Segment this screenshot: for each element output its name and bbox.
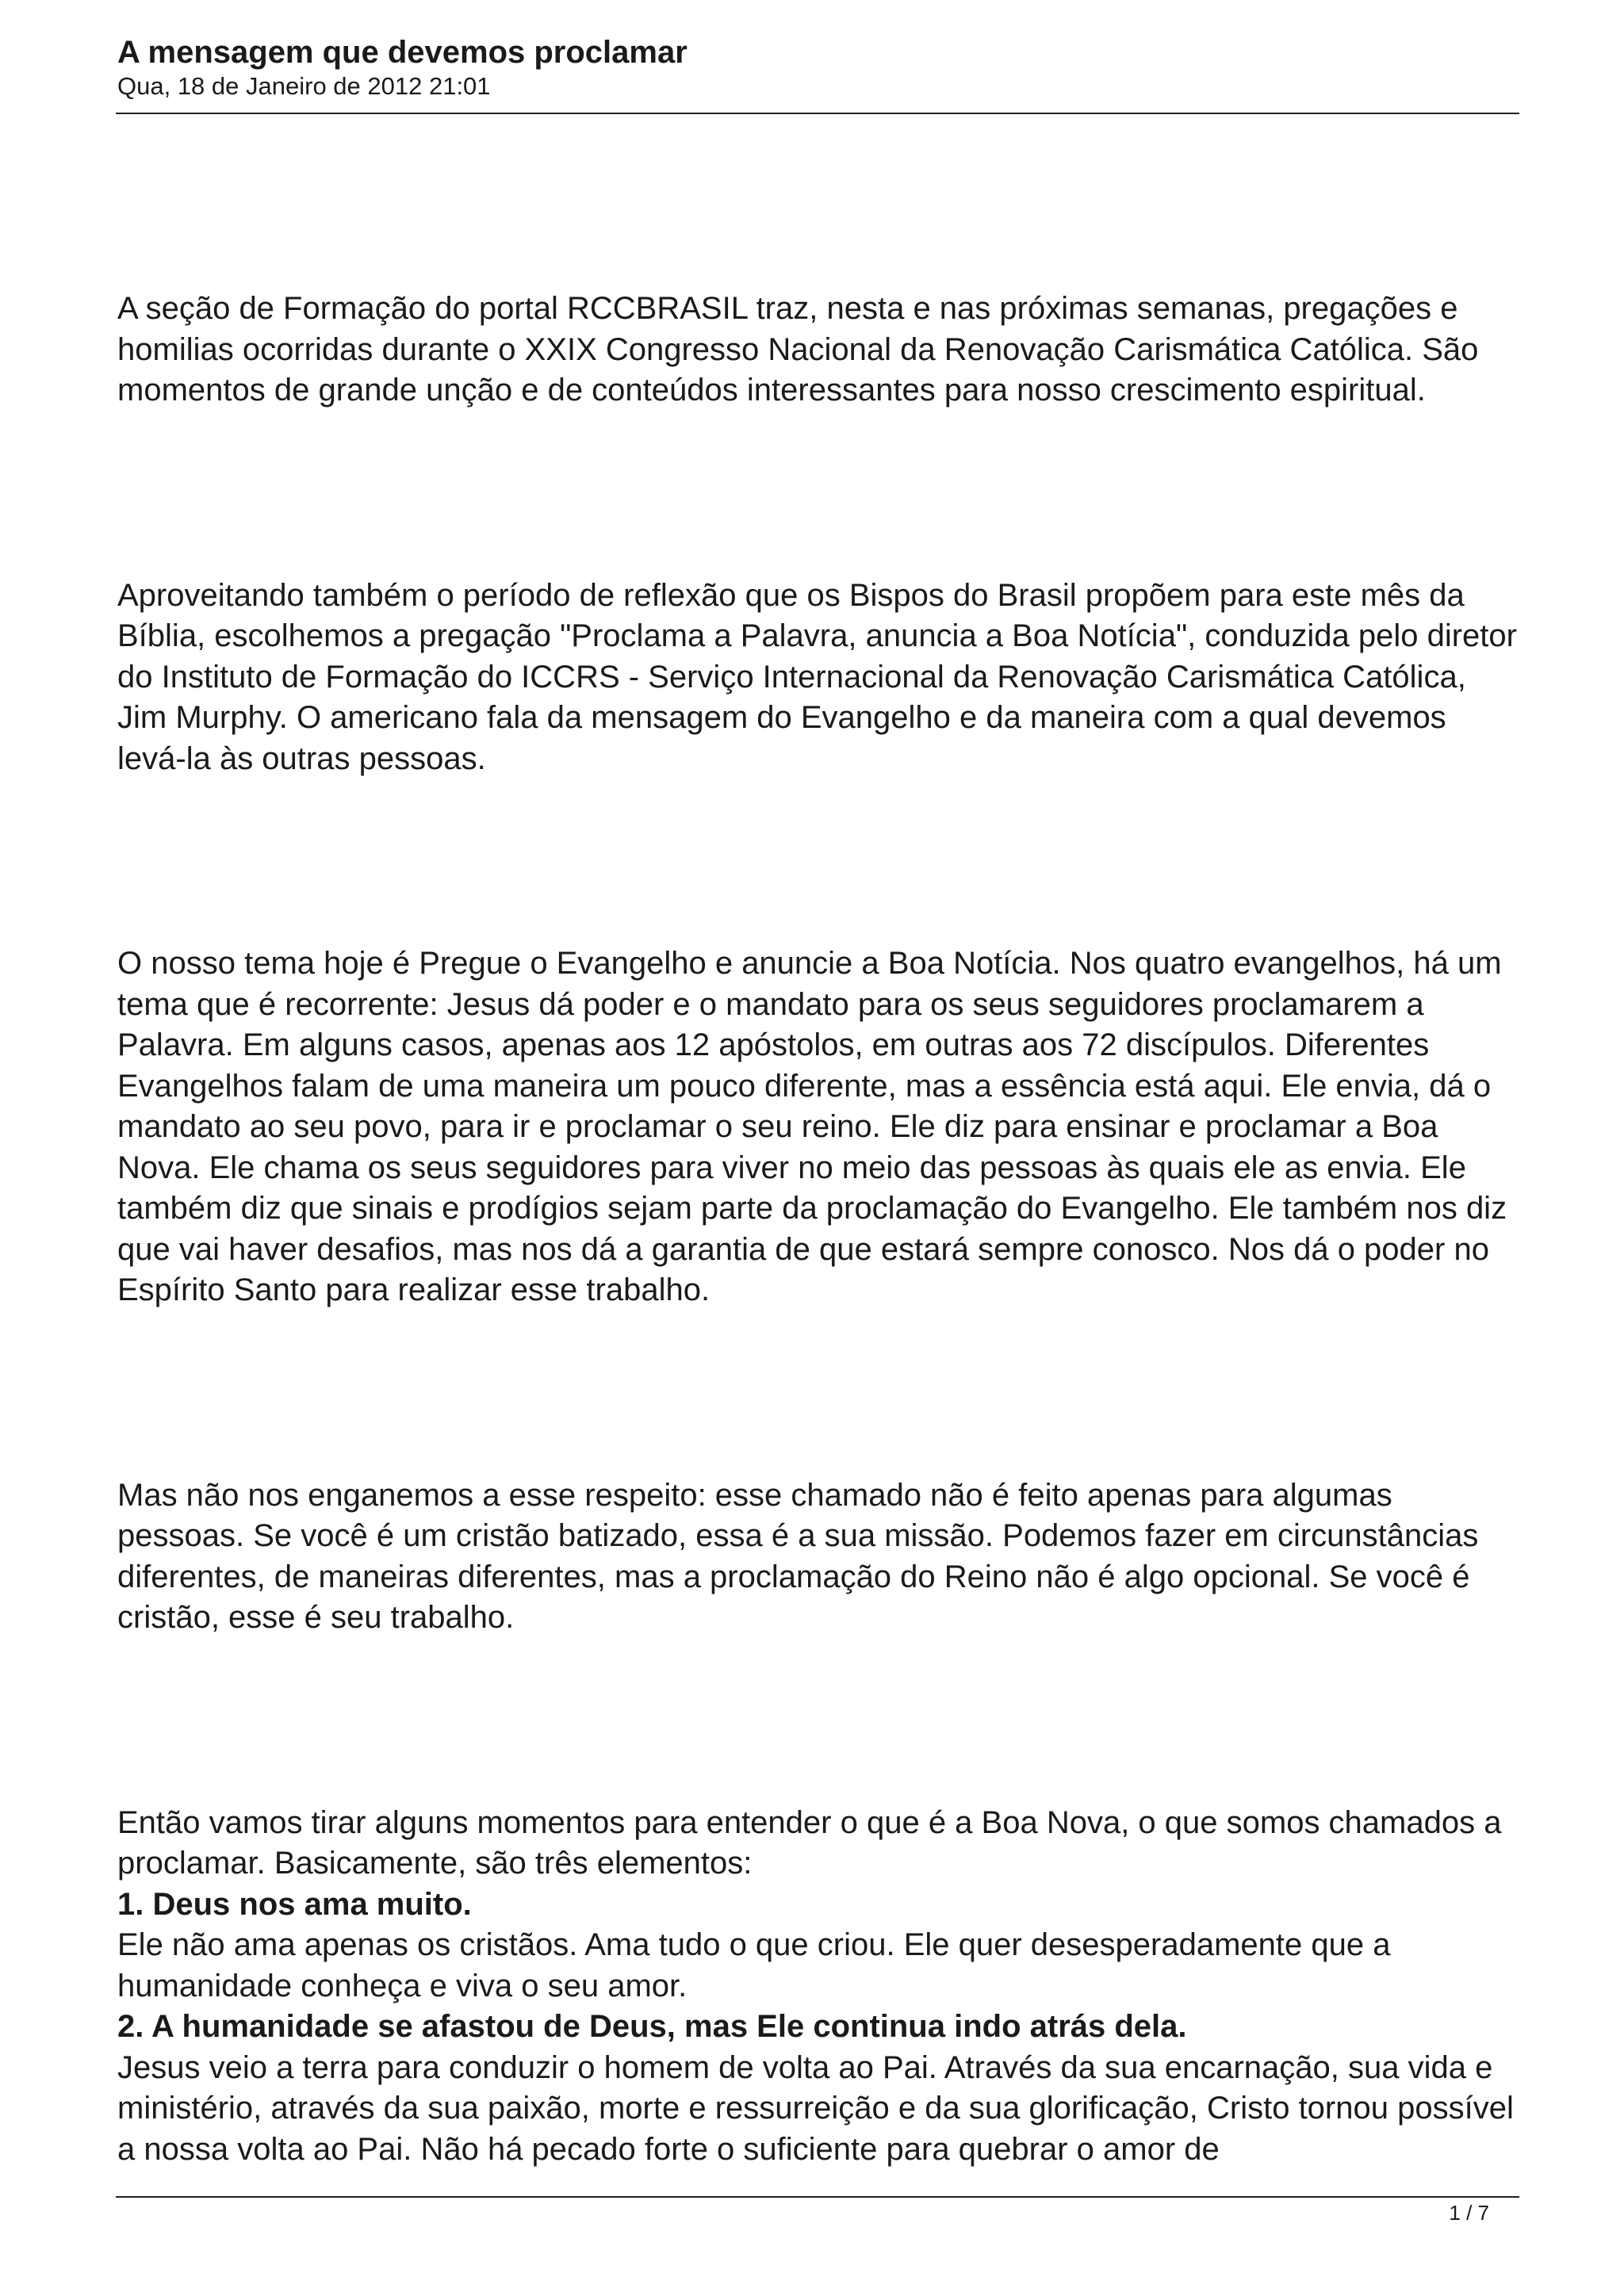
footer-divider [116,2196,1519,2198]
point-2-heading: 2. A humanidade se afastou de Deus, mas Ele continua indo atrás dela. [117,2009,1187,2044]
point-1-text: Ele não ama apenas os cristãos. Ama tudo o que criou. Ele quer desesperadamente que a humanidade conheça e viva o seu amor. [117,1927,1391,2003]
paragraph-context: Aproveitando também o período de reflexão que os Bispos do Brasil propõem para este mês da Bíblia, escolhemos a pregação "Proclama a Palavra, anuncia a Boa Notícia", conduzida pelo diretor do Instituto de Formação do ICCRS - Serviço Internacional da Renovação Carismática Católica, Jim Murphy. O americano fala da mensagem do Evangelho e da maneira com a qual devemos levá-la às outras pessoas. [117,577,1517,776]
paragraph-mission: Mas não nos enganemos a esse respeito: esse chamado não é feito apenas para algumas pessoas. Se você é um cristão batizado, essa é a sua missão. Podemos fazer em circunstâncias diferentes, de maneiras diferentes, mas a proclamação do Reino não é algo opcional. Se você é cristão, esse é seu trabalho. [117,1477,1479,1635]
header-divider [116,113,1519,114]
paragraph-elements [117,1803,1521,2171]
article-body [117,289,1521,2170]
point-1-heading: 1. Deus nos ama muito. [117,1886,472,1922]
page-number: 1 / 7 [1449,2201,1489,2225]
paragraph-theme: O nosso tema hoje é Pregue o Evangelho e anuncie a Boa Notícia. Nos quatro evangelhos, há um tema que é recorrente: Jesus dá poder e o mandato para os seus seguidores proclamarem a Palavra. Em alguns casos, apenas aos 12 apóstolos, em outras aos 72 discípulos. Diferentes Evangelhos falam de uma maneira um pouco diferente, mas a essência está aqui. Ele envia, dá o mandato ao seu povo, para ir e proclamar o seu reino. Ele diz para ensinar e proclamar a Boa Nova. Ele chama os seus seguidores para viver no meio das pessoas às quais ele as envia. Ele também diz que sinais e prodígios sejam parte da proclamação do Evangelho. Ele também nos diz que vai haver desafios, mas nos dá a garantia de que estará sempre conosco. Nos dá o poder no Espírito Santo para realizar esse trabalho. [117,946,1507,1307]
article-title: A mensagem que devemos proclamar [117,35,688,70]
paragraph-intro: A seção de Formação do portal RCCBRASIL traz, nesta e nas próximas semanas, pregações e homilias ocorridas durante o XXIX Congresso Nacional da Renovação Carismática Católica. São momentos de grande unção e de conteúdos interessantes para nosso crescimento espiritual. [117,291,1479,408]
point-2-text: Jesus veio a terra para conduzir o homem de volta ao Pai. Através da sua encarnação, sua vida e ministério, através da sua paixão, morte e ressurreição e da sua glorificação, Cristo tornou possível a nossa volta ao Pai. Não há pecado forte o suficiente para quebrar o amor de [117,2049,1514,2167]
article-date: Qua, 18 de Janeiro de 2012 21:01 [117,72,491,100]
page-header [117,33,1518,101]
elements-intro: Então vamos tirar alguns momentos para entender o que é a Boa Nova, o que somos chamados a proclamar. Basicamente, são três elementos: [117,1804,1502,1881]
